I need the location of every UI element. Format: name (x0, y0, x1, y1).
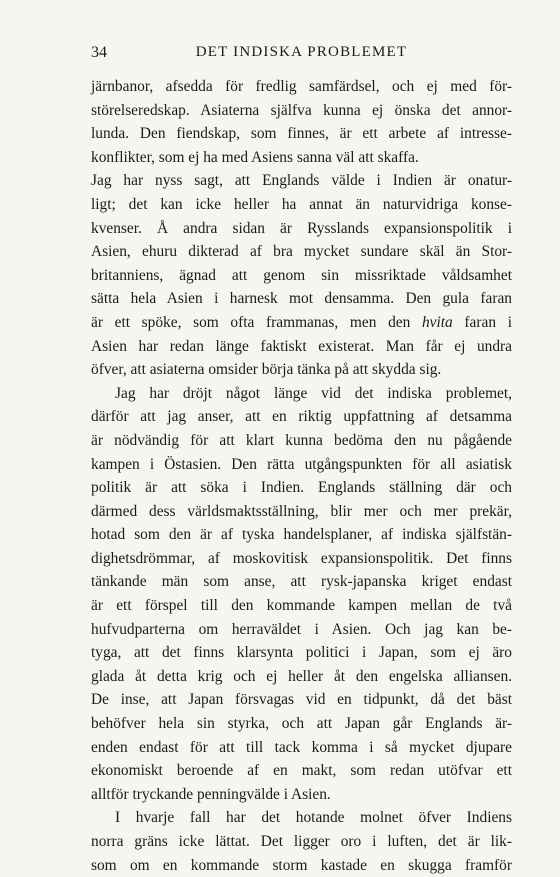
text-line: De inse, att Japan försvagas vid en tidpunkt, då det bäst (91, 691, 512, 709)
text-line: tyga, att det finns klarsynta politici i Japan, som ej äro (91, 644, 512, 662)
text-line: är nödvändig för att klart kunna bedöma den nu pågående (91, 431, 512, 449)
text-line: kampen i Östasien. Den rätta utgångspunkten för all asiatisk (91, 455, 512, 473)
text-line: norra gräns icke lättat. Det ligger oro i luften, det är lik- (91, 833, 512, 850)
text-line-with-emphasis (91, 311, 512, 335)
paragraph-first-line: Jag har dröjt något länge vid det indiska problemet, (115, 384, 512, 402)
body-text (91, 75, 512, 877)
paragraph-first-line: I hvarje fall har det hotande molnet öfver Indiens (115, 809, 512, 827)
text-line: Asien har redan länge faktiskt existerat. Man får ej undra (91, 337, 512, 355)
text-segment: är ett spöke, som ofta frammanas, men den (91, 313, 411, 331)
page-number: 34 (91, 44, 107, 61)
text-line: kvenser. Å andra sidan är Rysslands expansionspolitik i (91, 219, 512, 237)
running-head: DET INDISKA PROBLEMET (195, 44, 408, 60)
text-line: hotad som den är af tyska handelsplaner, af indiska själfstän- (91, 526, 512, 544)
text-line: konflikter, som ej ha med Asiens sanna väl att skaffa. (91, 148, 419, 166)
text-line: ligt; det kan icke heller ha annat än naturvidriga konse- (91, 195, 512, 213)
text-line: behöfver hela sin styrka, och att Japan går Englands är- (91, 715, 512, 733)
text-line: dighetsdrömmar, af moskovitisk expansionspolitik. Det finns (91, 549, 512, 567)
text-line: sätta hela Asien i harnesk mot densamma. Den gula faran (91, 290, 512, 308)
text-line: enden endast för att till tack komma i så mycket djupare (91, 738, 512, 756)
text-line: Jag har nyss sagt, att Englands välde i Indien är onatur- (91, 172, 512, 190)
text-line: är ett förspel till den kommande kampen mellan de två (91, 597, 512, 615)
text-line: hufvudparterna om herraväldet i Asien. Och jag kan be- (91, 620, 512, 638)
text-line: britanniens, ägnad att genom sin missriktade våldsamhet (91, 266, 512, 284)
emphasized-word: hvita (421, 313, 453, 331)
text-line: alltför tryckande penningvälde i Asien. (91, 785, 331, 803)
text-line: ekonomiskt beroende af en makt, som redan utöfvar ett (91, 762, 512, 780)
text-line: öfver, att asiaterna omsider börja tänka på att skydda sig. (91, 361, 442, 379)
text-line: tänkande män som anse, att rysk-japanska kriget endast (91, 573, 512, 591)
text-line: därför att jag anser, att en riktig uppfattning af detsamma (91, 408, 512, 426)
text-line: därmed dess världsmaktsställning, blir mer och mer prekär, (91, 502, 512, 520)
text-line: järnbanor, afsedda för fredlig samfärdsel, och ej med för- (91, 78, 512, 95)
text-line: Asien, ehuru dikterad af bra mycket sundare skäl än Stor- (91, 243, 512, 261)
text-segment: faran i (464, 313, 512, 331)
text-line: glada åt detta krig och ej heller åt den engelska alliansen. (91, 667, 512, 685)
text-line: störelseredskap. Asiaterna själfva kunna ej önska det annor- (91, 101, 512, 119)
page-header (91, 44, 512, 66)
text-line: som om en kommande storm kastade en skugga framför (91, 856, 512, 874)
text-line: politik är att söka i Indien. Englands ställning där och (91, 479, 512, 497)
text-line: lunda. Den fiendskap, som finnes, är ett arbete af intresse- (91, 125, 512, 143)
